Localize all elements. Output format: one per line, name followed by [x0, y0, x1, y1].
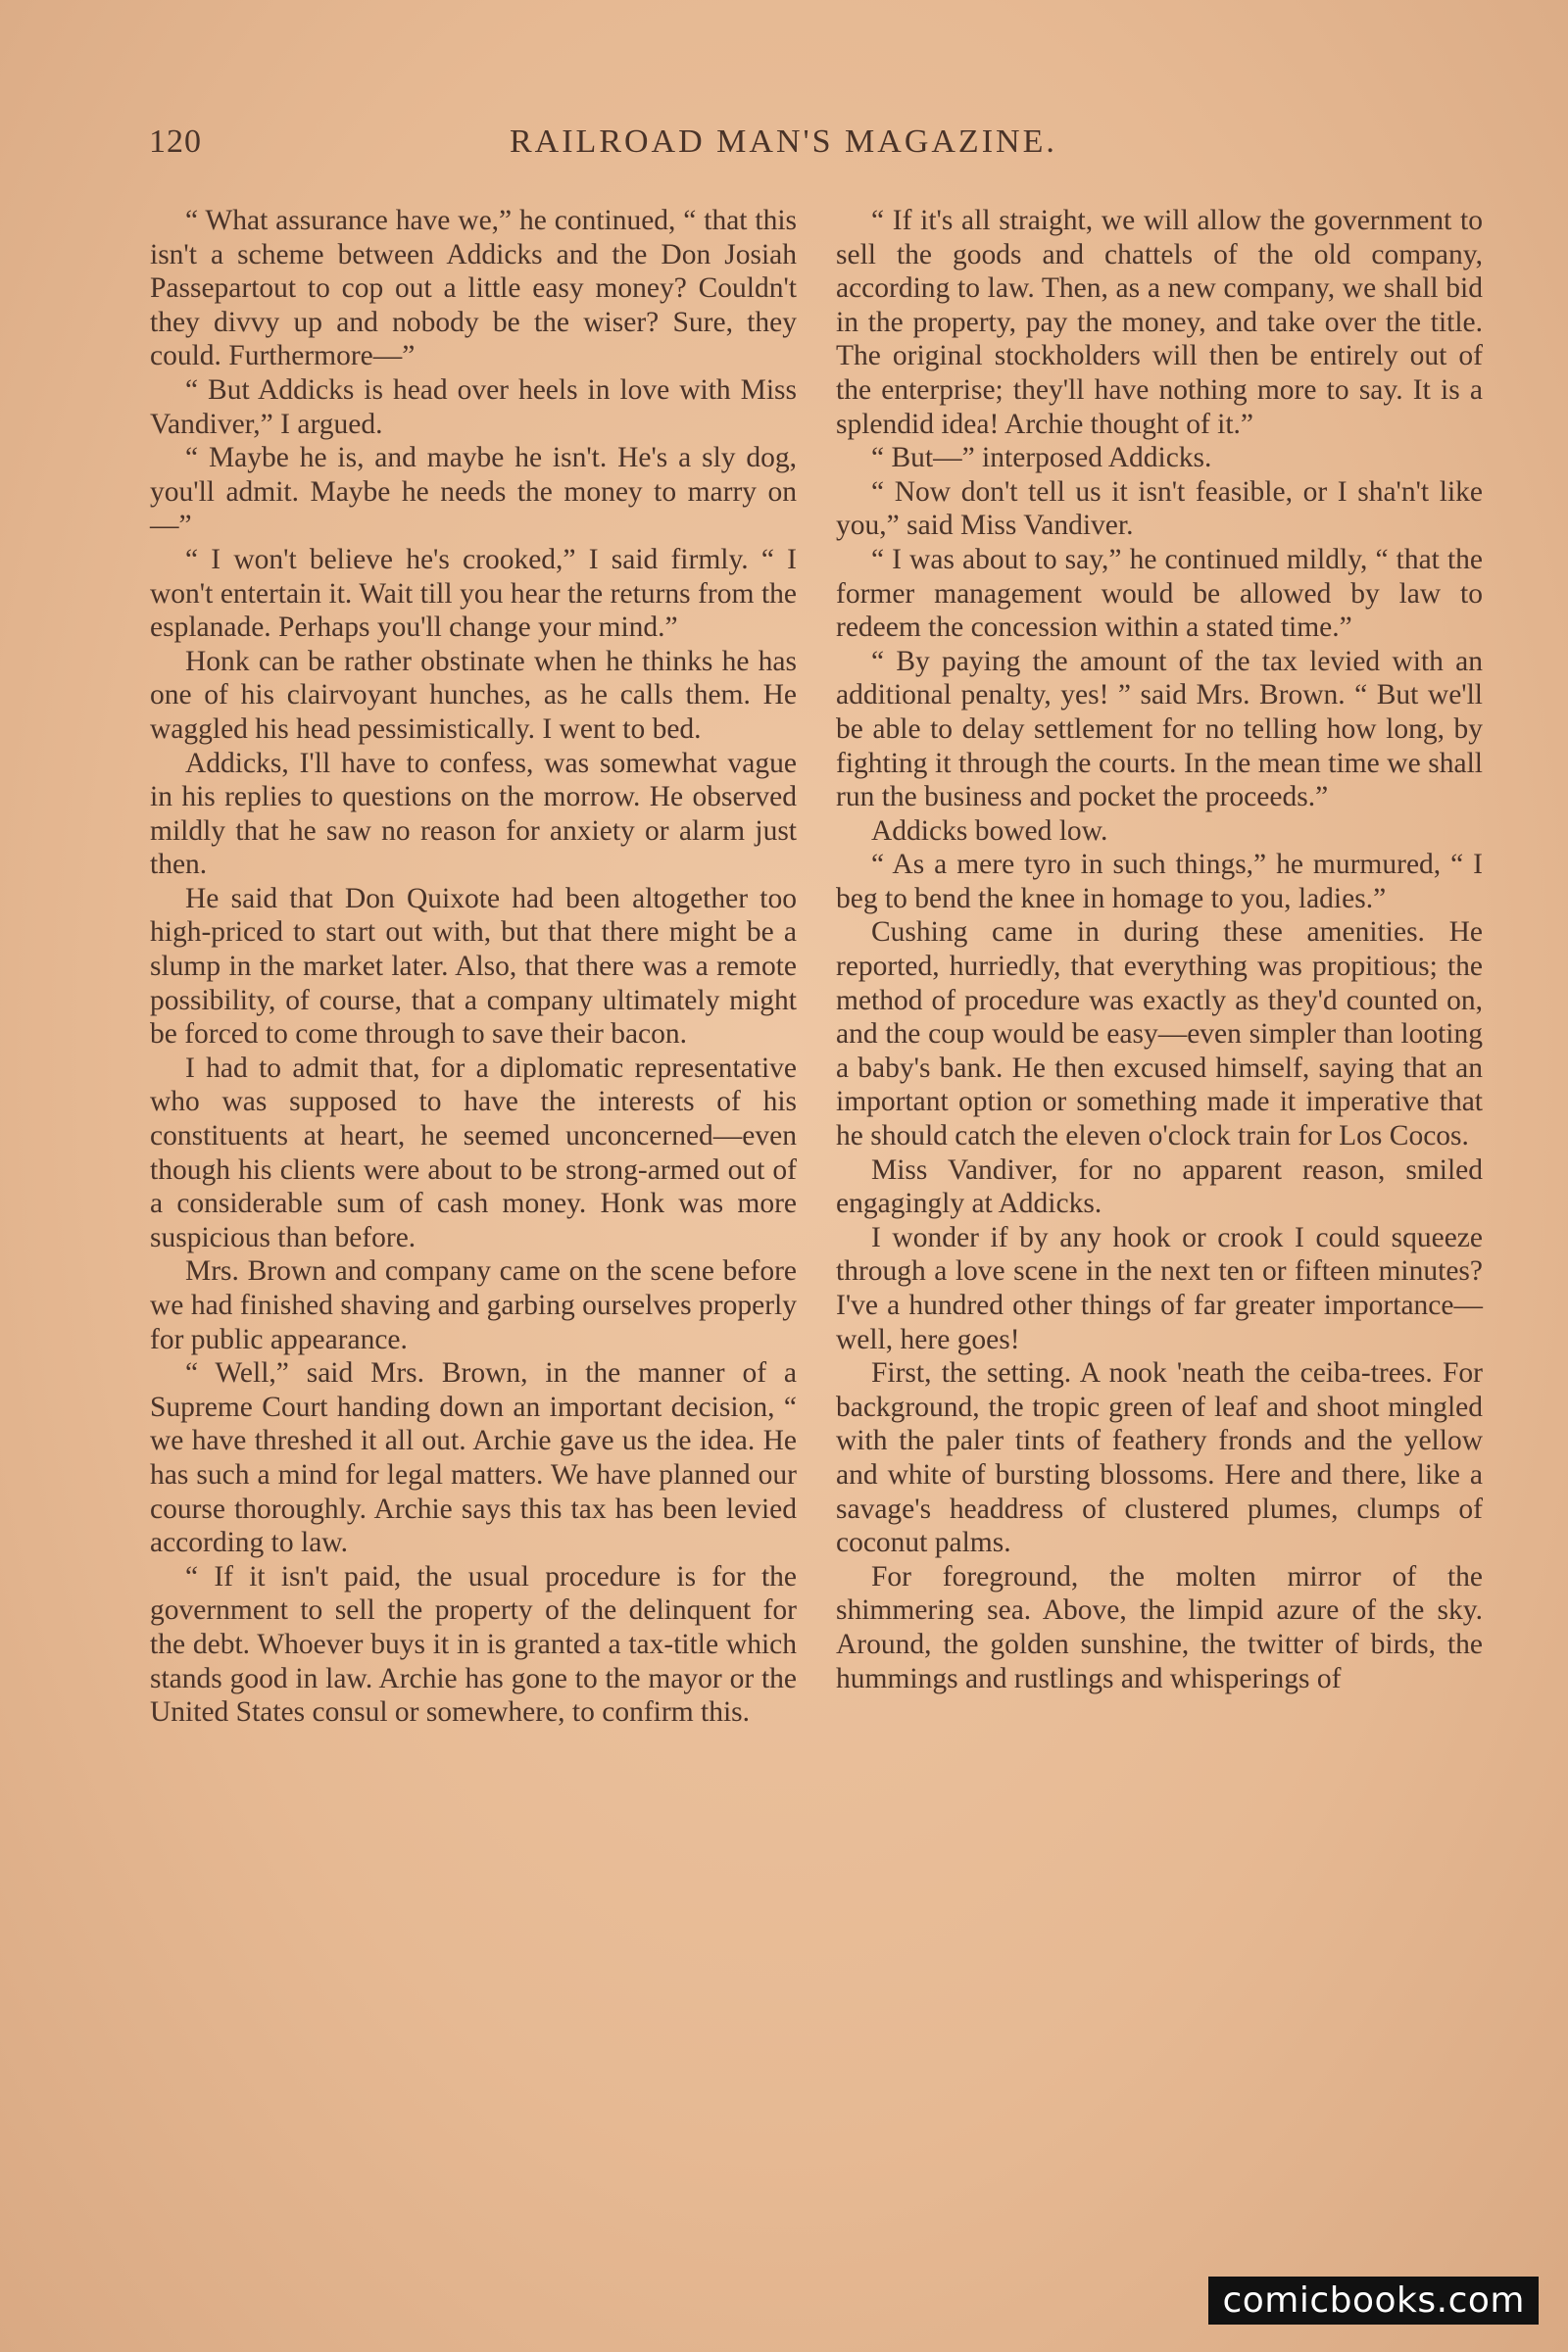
- paragraph: I had to admit that, for a diplomatic representative who was supposed to have the interests of his constituents at heart, he seemed unconcerned—even though his clients were about to be strong-armed out of a considerable sum of cash money. Honk was more suspicious than before.: [150, 1052, 797, 1253]
- paragraph: “ Now don't tell us it isn't feasible, or I sha'n't like you,” said Miss Vandiver.: [836, 475, 1483, 542]
- paragraph: I wonder if by any hook or crook I could squeeze through a love scene in the next ten or fifteen minutes? I've a hundred other things of far greater importance—well, here goes!: [836, 1221, 1483, 1355]
- paragraph: “ I won't believe he's crooked,” I said firmly. “ I won't entertain it. Wait till you hear the returns from the esplanade. Perhaps you'll change your mind.”: [150, 543, 797, 644]
- paragraph: “ I was about to say,” he continued mildly, “ that the former management would be allowed by law to redeem the concession within a stated time.”: [836, 543, 1483, 644]
- paragraph: Honk can be rather obstinate when he thinks he has one of his clairvoyant hunches, as he calls them. He waggled his head pessimistically. I went to bed.: [150, 645, 797, 745]
- paragraph: For foreground, the molten mirror of the shimmering sea. Above, the limpid azure of the sky. Around, the golden sunshine, the twitter of birds, the hummings and rustlings and whisperings of: [836, 1560, 1483, 1694]
- paragraph: Addicks, I'll have to confess, was somewhat vague in his replies to questions on the morrow. He observed mildly that he saw no reason for anxiety or alarm just then.: [150, 747, 797, 881]
- paragraph: Miss Vandiver, for no apparent reason, smiled engagingly at Addicks.: [836, 1153, 1483, 1220]
- paragraph: “ If it isn't paid, the usual procedure is for the government to sell the property of the delinquent for the debt. Whoever buys it in is granted a tax-title which stands good in law. Archie has gone to the mayor or the United States consul or somewhere, to confirm this.: [150, 1560, 797, 1729]
- paragraph: “ As a mere tyro in such things,” he murmured, “ I beg to bend the knee in homage to you, ladies.”: [836, 849, 1483, 914]
- paragraph: “ But—” interposed Addicks.: [871, 442, 1212, 474]
- paragraph: “ Well,” said Mrs. Brown, in the manner of a Supreme Court handing down an important decision, “ we have threshed it all out. Archie gave us the idea. He has such a mind for legal matters. We have planned our course thoroughly. Archie says this tax has been levied according to law.: [150, 1357, 797, 1559]
- paragraph: Mrs. Brown and company came on the scene before we had finished shaving and garbing ourselves properly for public appearance.: [150, 1255, 797, 1355]
- watermark-logo: comicbooks.com: [1208, 2277, 1539, 2325]
- paragraph: “ What assurance have we,” he continued, “ that this isn't a scheme between Addicks and the Don Josiah Passepartout to cop out a little easy money? Couldn't they divvy up and nobody be the wiser? Sure, they could. Furthermore—”: [150, 205, 797, 372]
- paragraph: Addicks bowed low.: [871, 814, 1108, 847]
- paragraph: “ But Addicks is head over heels in love with Miss Vandiver,” I argued.: [150, 373, 797, 440]
- right-column: [836, 204, 1483, 1695]
- page-number: 120: [149, 123, 202, 160]
- paragraph: He said that Don Quixote had been altogether too high-priced to start out with, but that there might be a slump in the market later. Also, that there was a remote possibility, of course, that a company ultimately might be forced to come through to save their bacon.: [150, 882, 797, 1051]
- paragraph: “ If it's all straight, we will allow the government to sell the goods and chattels of the old company, according to law. Then, as a new company, we shall bid in the property, pay the money, and take over the title. The original stockholders will then be entirely out of the enterprise; they'll have nothing more to say. It is a splendid idea! Archie thought of it.”: [836, 205, 1483, 440]
- paragraph: Cushing came in during these amenities. He reported, hurriedly, that everything was propitious; the method of procedure was exactly as they'd counted on, and the coup would be easy—even simpler than looting a baby's bank. He then excused himself, saying that an important option or something made it imperative that he should catch the eleven o'clock train for Los Cocos.: [836, 916, 1483, 1152]
- paragraph: “ By paying the amount of the tax levied with an additional penalty, yes! ” said Mrs. Brown. “ But we'll be able to delay settlement for no telling how long, by fighting it through the courts. In the mean time we shall run the business and pocket the proceeds.”: [836, 645, 1483, 813]
- left-column: [150, 204, 797, 1730]
- paragraph: First, the setting. A nook 'neath the ceiba-trees. For background, the tropic green of leaf and shoot mingled with the paler tints of feathery fronds and the yellow and white of bursting blossoms. Here and there, like a savage's headdress of clustered plumes, clumps of coconut palms.: [836, 1357, 1483, 1559]
- running-head: RAILROAD MAN'S MAGAZINE.: [510, 123, 1057, 160]
- paragraph: “ Maybe he is, and maybe he isn't. He's a sly dog, you'll admit. Maybe he needs the money to marry on—”: [150, 442, 797, 542]
